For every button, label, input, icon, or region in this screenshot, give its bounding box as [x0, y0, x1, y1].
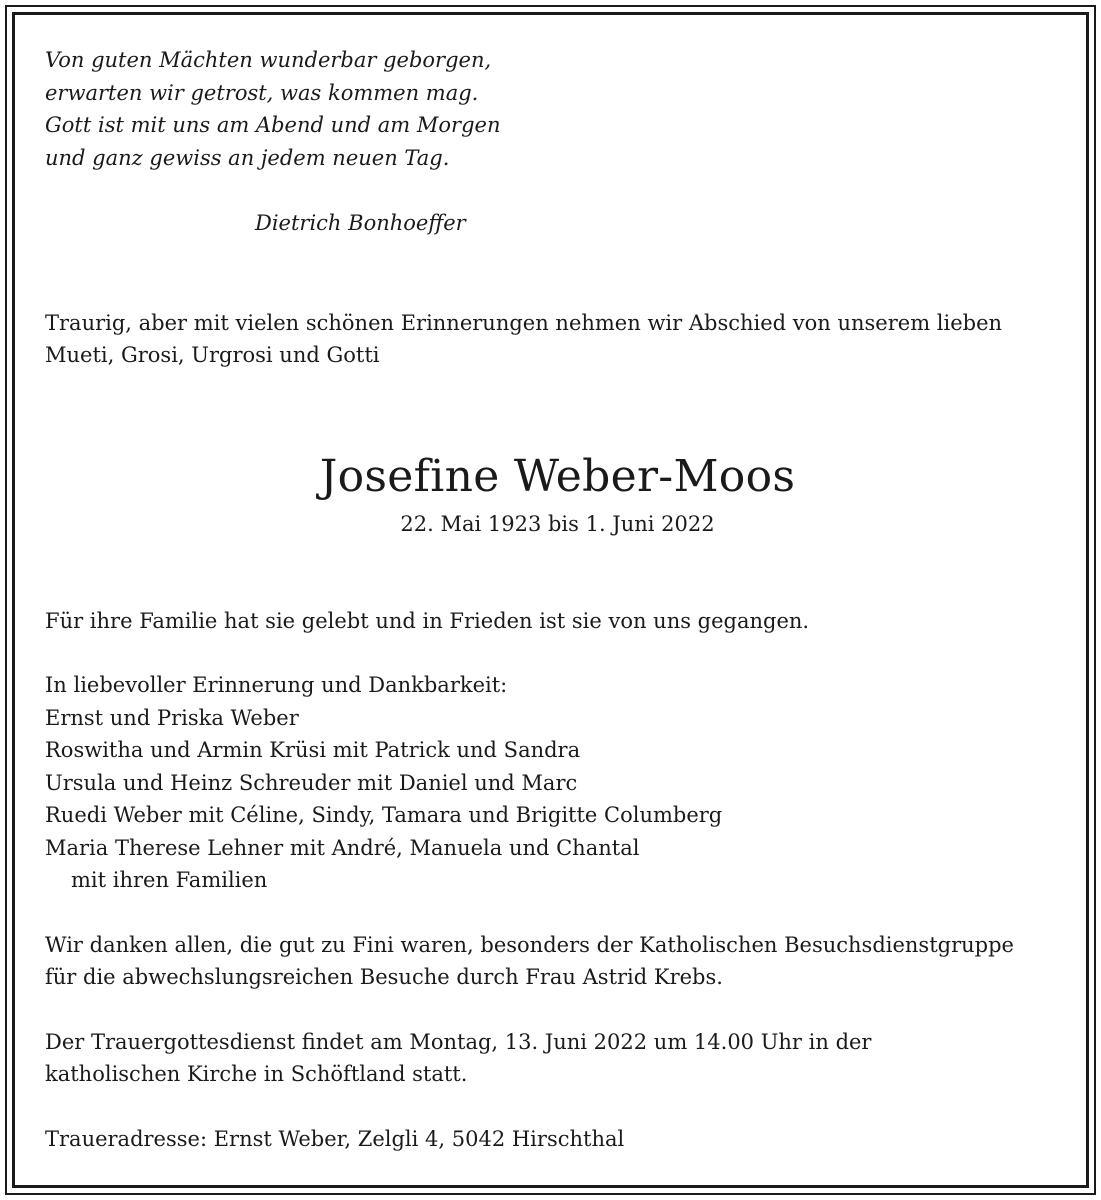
thanks-line: Wir danken allen, die gut zu Fini waren, besonders der Katholischen Besuchsdienstgruppe: [45, 932, 1014, 957]
poem: [45, 44, 1065, 174]
mourners-heading: In liebevoller Erinnerung und Dankbarkeit:: [45, 673, 508, 697]
intro-text: [45, 307, 1065, 372]
deceased-name: Josefine Weber-Moos: [319, 450, 796, 502]
mourner-entry: Ruedi Weber mit Céline, Sindy, Tamara und Brigitte Columberg: [45, 803, 723, 827]
family-statement: Für ihre Familie hat sie gelebt und in Frieden ist sie von uns gegangen.: [45, 608, 810, 633]
thanks-text: [45, 929, 1065, 994]
poem-line: Gott ist mit uns am Abend und am Morgen: [45, 113, 501, 137]
poem-line: und ganz gewiss an jedem neuen Tag.: [45, 145, 450, 170]
mourner-entry: Roswitha und Armin Krüsi mit Patrick und Sandra: [45, 738, 581, 762]
poem-line: Von guten Mächten wunderbar geborgen,: [45, 48, 492, 72]
service-line: Der Trauergottesdienst findet am Montag, 13. Juni 2022 um 14.00 Uhr in der: [45, 1029, 872, 1054]
life-dates: 22. Mai 1923 bis 1. Juni 2022: [400, 511, 715, 536]
mourning-address: Traueradresse: Ernst Weber, Zelgli 4, 5042 Hirschthal: [45, 1126, 625, 1151]
intro-line: Traurig, aber mit vielen schönen Erinnerungen nehmen wir Abschied von unserem lieben: [45, 310, 1003, 335]
mourner-entry: Maria Therese Lehner mit André, Manuela und Chantal: [45, 835, 640, 860]
poem-author: Dietrich Bonhoeffer: [255, 211, 466, 235]
obituary-notice: [45, 44, 1065, 1155]
thanks-line: für die abwechslungsreichen Besuche durch Frau Astrid Krebs.: [45, 965, 723, 989]
mourners-closing: mit ihren Familien: [71, 868, 268, 892]
service-line: katholischen Kirche in Schöftland statt.: [45, 1062, 468, 1086]
mourner-entry: Ursula und Heinz Schreuder mit Daniel und Marc: [45, 770, 578, 795]
mourner-entry: Ernst und Priska Weber: [45, 705, 299, 730]
mourners-list: [45, 669, 1065, 897]
intro-line: Mueti, Grosi, Urgrosi und Gotti: [45, 343, 380, 367]
poem-line: erwarten wir getrost, was kommen mag.: [45, 80, 479, 105]
service-info: [45, 1026, 1065, 1091]
